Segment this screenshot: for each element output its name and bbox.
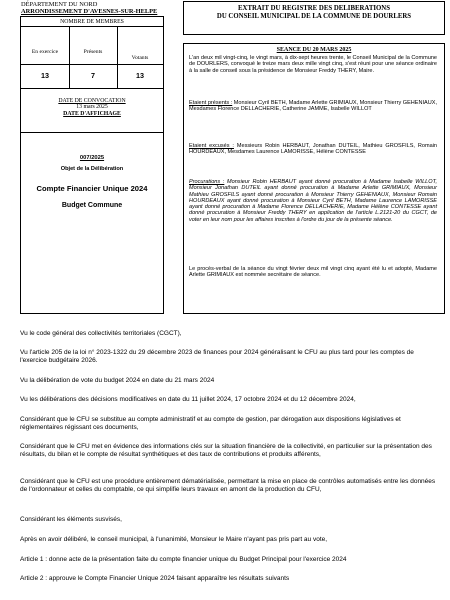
excuses-list: Messieurs Robin HERBAUT, Jonathan DUTEIL, Mathieu GROSFILS, Romain HOURDEAUX, Mesdames Laurence LAMORISSE, Hélène CONTESSE	[189, 143, 437, 156]
body-paragraph: Considérant les éléments susvisés,	[20, 516, 122, 523]
department: DÉPARTEMENT DU NORD	[21, 1, 98, 8]
body-paragraph: Vu l'article 205 de la loi n° 2023-1322 du 29 décembre 2023 de finances pour 2024 généralisant le CFU au plus tard pour les comptes de l'exercice budgétaire 2026.	[20, 349, 414, 365]
members-value: 13	[136, 71, 144, 80]
body-paragraph: Après en avoir délibéré, le conseil municipal, à l'unanimité, Monsieur le Maire n'ayant pas pris part au vote,	[20, 536, 328, 543]
deliberation-section	[21, 132, 163, 209]
procurations-list: Monsieur Robin HERBAUT ayant donné procuration à Madame Isabelle WILLOT, Monsieur Jonathan DUTEIL ayant donné procuration à Madame Arlette GRIMIAUX, Monsieur Mathieu GROSFILS ayant donné procuration à Monsieur Thierry GEHENIAUX, Monsieur Romain HOURDEAUX ayant donné procuration à Monsieur Cyril BETH, Madame Laurence LAMORISSE ayant donné procuration à Madame Florence DELLACHERIE, Madame Hélène CONTESSE ayant donné procuration à Monsieur Freddy THERY en application de l'article L.2121-20 du CGCT, de voter en leur nom pour les affaires inscrites à l'ordre du jour de la présente séance.	[189, 179, 437, 223]
seance-closing: Le procès-verbal de la séance du vingt février deux mil vingt cinq ayant été lu et adopté, Madame Arlette GRIMIAUX est nommée secrétaire de séance.	[189, 266, 437, 279]
body-paragraph: Considérant que le CFU se substitue au compte administratif et au compte de gestion, par dérogation aux dispositions législatives et réglementaires régissant ces documents,	[20, 416, 401, 432]
excuses-label: Etaient excusés :	[189, 143, 234, 149]
members-col-exercice	[21, 27, 70, 89]
registry-box	[183, 1, 445, 35]
procurations-paragraph	[189, 179, 437, 223]
arrondissement: ARRONDISSEMENT D'AVESNES-SUR-HELPE	[21, 8, 158, 16]
body-paragraph: Considérant que le CFU est une procédure entièrement dématérialisée, permettant la mise en place de contrôles automatisés entre les données de l'ordonnateur et celles du comptable, ce qui simplifie leurs travaux en amont de la production du CFU,	[20, 478, 436, 494]
registry-line: DU CONSEIL MUNICIPAL DE LA COMMUNE DE DOURLERS	[216, 13, 412, 20]
presents-paragraph	[189, 100, 437, 113]
body-paragraph: Article 1 : donne acte de la présentation faite du compte financier unique du Budget Principal pour l'exercice 2024	[20, 556, 347, 563]
presents-list: Monsieur Cyril BETH, Madame Arlette GRIMIAUX, Monsieur Thierry GEHENIAUX, Mesdames Florence DELLACHERIE, Catherine JAMME, Isabelle WILLOT	[189, 100, 437, 113]
body-paragraph: Vu la délibération de vote du budget 2024 en date du 21 mars 2024	[20, 377, 215, 384]
excuses-paragraph	[189, 143, 437, 156]
seance-intro: L'an deux mil vingt-cinq, le vingt mars, à dix-sept heures trente, le Conseil Municipal de la Commune de DOURLERS, convoqué le treize mars deux mille vingt cinq, s'est réuni pour une séance ordinaire à la salle de conseil sous la présidence de Monsieur Freddy THERY, Maire.	[189, 55, 437, 74]
deliberation-subtitle: Budget Commune	[61, 202, 123, 209]
members-title: NOMBRE DE MEMBRES	[60, 19, 124, 25]
members-divider	[21, 64, 163, 65]
members-label: Votants	[131, 55, 149, 61]
affichage-label: DATE D'AFFICHAGE	[63, 110, 121, 117]
convocation-date: 13 mars 2025	[76, 104, 108, 111]
seance-box	[183, 43, 445, 314]
members-box	[20, 16, 164, 314]
members-col-presents	[69, 27, 118, 89]
body-paragraph: Vu le code général des collectivités territoriales (CGCT),	[20, 330, 182, 337]
deliberation-ref: 007/2025	[79, 155, 105, 161]
presents-label: Etaient présents :	[189, 100, 233, 106]
members-value: 13	[41, 71, 49, 80]
body-paragraph: Article 2 : approuve le Compte Financier Unique 2024 faisant apparaître les résultats suivants	[20, 575, 290, 582]
convocation-section	[21, 88, 163, 117]
procurations-label: Procurations :	[189, 179, 225, 185]
members-value: 7	[91, 71, 95, 80]
body-paragraph: Considérant que le CFU met en évidence des informations clés sur la situation financière de la collectivité, en particulier sur la présentation des résultats, du bilan et le compte de résultat synthétiques et des taux de contributions et produits afférents,	[20, 443, 432, 459]
members-label: En exercice	[31, 49, 59, 55]
deliberation-object-label: Objet de la Délibération	[60, 166, 124, 172]
members-grid	[21, 26, 163, 89]
convocation-label: DATE DE CONVOCATION	[58, 98, 126, 104]
deliberation-title: Compte Financier Unique 2024	[36, 184, 148, 193]
seance-title: SEANCE DU 20 MARS 2025	[276, 47, 352, 53]
body-paragraph: Vu les délibérations des décisions modificatives en date du 11 juillet 2024, 17 octobre 2024 et du 12 décembre 2024,	[20, 396, 356, 403]
registry-line: EXTRAIT DU REGISTRE DES DELIBERATIONS	[238, 5, 390, 12]
members-label: Présents	[83, 49, 103, 55]
document-header	[21, 1, 157, 15]
members-col-votants	[117, 27, 163, 89]
